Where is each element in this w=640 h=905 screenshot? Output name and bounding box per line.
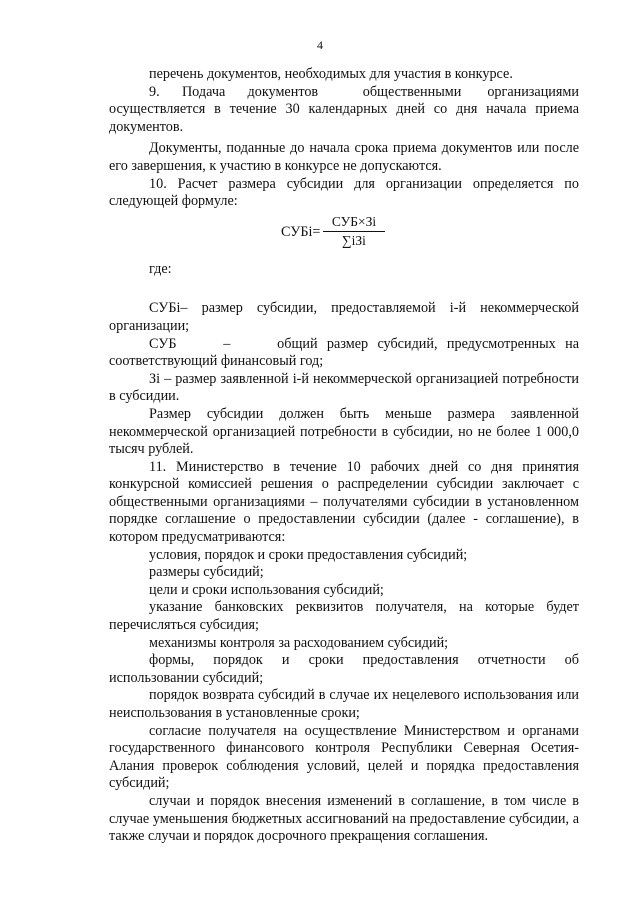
list-item-reporting: формы, порядок и сроки предоставления отчетности об использовании субсидий; — [109, 652, 579, 686]
list-item-bank-details: указание банковских реквизитов получателя, на которые будет перечисляться субсидия; — [109, 599, 579, 634]
formula-fraction — [323, 213, 385, 250]
definition-zi: Зi – размер заявленной i-й некоммерческой организацией потребности в субсидии. — [109, 370, 579, 405]
subsidy-formula — [109, 213, 579, 257]
list-item-control: механизмы контроля за расходованием субсидий; — [149, 634, 449, 651]
list-item-purposes: цели и сроки использования субсидий; — [149, 581, 384, 598]
list-item-conditions: условия, порядок и сроки предоставления субсидий; — [149, 546, 468, 563]
paragraph-9: 9. Подача документов общественными организациями осуществляется в течение 30 календарных дней со дня начала приема документов. — [109, 83, 579, 135]
list-item-refund: порядок возврата субсидий в случае их нецелевого использования или неиспользования в установленные сроки; — [109, 687, 579, 721]
list-item-consent: согласие получателя на осуществление Министерством и органами государственного финансового контроля Республики Северная Осетия-Алания проверок соблюдения условий, целей и порядка предоставления субсидий; — [109, 722, 579, 792]
paragraph-11: 11. Министерство в течение 10 рабочих дней со дня принятия конкурсной комиссией решения о распределении субсидии заключает с общественными организациями – получателями субсидии в установленном порядке соглашение о предоставлении субсидии (далее - соглашение), в котором предусматриваются: — [109, 458, 579, 546]
page-number: 4 — [317, 38, 323, 52]
formula-numerator: СУБ×Зi — [323, 213, 385, 232]
formula-lhs: СУБi= — [281, 223, 321, 240]
paragraph-10: 10. Расчет размера субсидии для организации определяется по следующей формуле: — [109, 175, 579, 210]
list-item-amendments: случаи и порядок внесения изменений в соглашение, в том числе в случае уменьшения бюджетных ассигнований на предоставление субсидии, а также случаи и порядок досрочного прекращения соглашения. — [109, 792, 579, 845]
paragraph-documents-deadline: Документы, поданные до начала срока приема документов или после его завершения, к участию в конкурсе не допускаются. — [109, 140, 579, 174]
document-body — [109, 66, 579, 846]
definition-sub: СУБ – общий размер субсидий, предусмотренных на соответствующий финансовый год; — [109, 335, 579, 370]
definition-subi: СУБi– размер субсидии, предоставляемой i-й некоммерческой организации; — [109, 300, 579, 334]
formula-denominator: ∑iЗi — [342, 232, 366, 248]
where-label: где: — [149, 260, 172, 277]
paragraph-documents-list: перечень документов, необходимых для участия в конкурсе. — [149, 66, 513, 82]
paragraph-subsidy-limit: Размер субсидии должен быть меньше размера заявленной некоммерческой организацией потребности в субсидии, но не более 1 000,0 тысяч рублей. — [109, 405, 579, 458]
list-item-amounts: размеры субсидий; — [149, 564, 264, 581]
